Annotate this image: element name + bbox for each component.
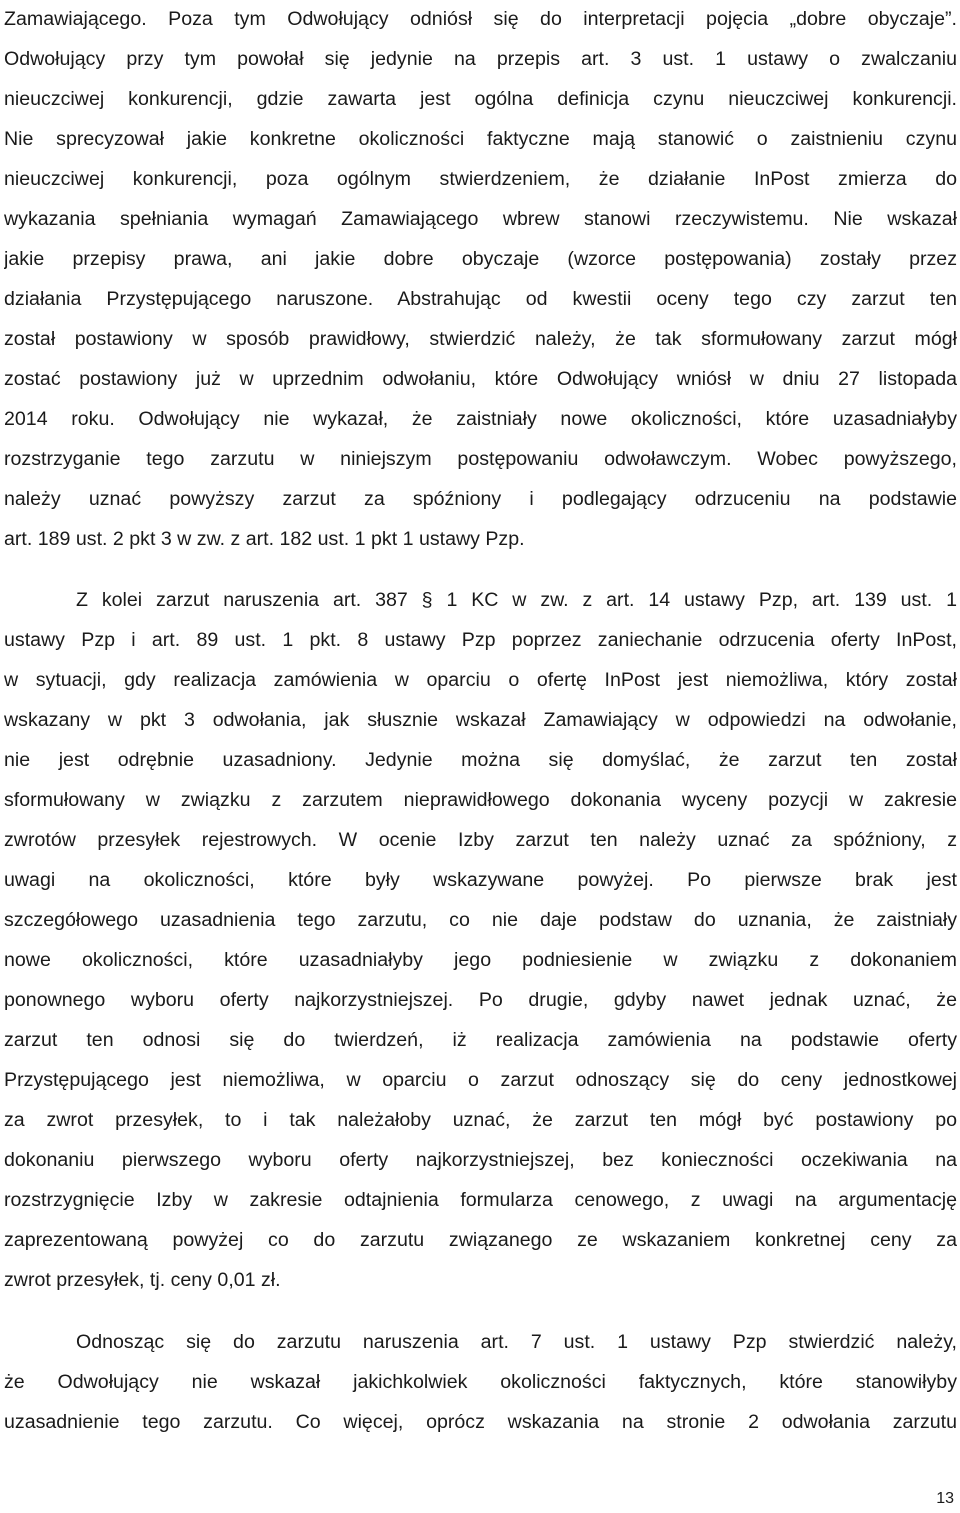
text-line: Odwołujący przy tym powołał się jedynie na przepis art. 3 ust. 1 ustawy o zwalczaniu [4,48,957,70]
text-line: zostać postawiony już w uprzednim odwołaniu, które Odwołujący wniósł w dniu 27 listopada [4,368,957,390]
text-line: rozstrzygnięcie Izby w zakresie odtajnienia formularza cenowego, z uwagi na argumentację [4,1189,957,1211]
text-line: za zwrot przesyłek, to i tak należałoby uznać, że zarzut ten mógł być postawiony po [4,1109,957,1131]
text-line: nowe okoliczności, które uzasadniałyby jego podniesienie w związku z dokonaniem [4,949,957,971]
text-line: dokonaniu pierwszego wyboru oferty najkorzystniejszej, bez konieczności oczekiwania na [4,1149,957,1171]
text-line: szczegółowego uzasadnienia tego zarzutu, co nie daje podstaw do uznania, że zaistniały [4,909,957,931]
text-line: w sytuacji, gdy realizacja zamówienia w oparciu o ofertę InPost jest niemożliwa, który został [4,669,957,691]
page-number: 13 [936,1490,954,1507]
text-line: należy uznać powyższy zarzut za spóźniony i podlegający odrzuceniu na podstawie [4,488,957,510]
text-line: nieuczciwej konkurencji, gdzie zawarta jest ogólna definicja czynu nieuczciwej konkurencji. [4,88,957,110]
text-line: art. 189 ust. 2 pkt 3 w zw. z art. 182 ust. 1 pkt 1 ustawy Pzp. [4,528,525,550]
text-line: ponownego wyboru oferty najkorzystniejszej. Po drugie, gdyby nawet jednak uznać, że [4,989,957,1011]
text-line: jakie przepisy prawa, ani jakie dobre obyczaje (wzorce postępowania) zostały przez [4,248,957,270]
text-line: zwrotów przesyłek rejestrowych. W ocenie Izby zarzut ten należy uznać za spóźniony, z [4,829,957,851]
text-line: rozstrzyganie tego zarzutu w niniejszym postępowaniu odwoławczym. Wobec powyższego, [4,448,957,470]
text-line: wykazania spełniania wymagań Zamawiającego wbrew stanowi rzeczywistemu. Nie wskazał [4,208,957,230]
text-line: zaprezentowaną powyżej co do zarzutu związanego ze wskazaniem konkretnej ceny za [4,1229,957,1251]
text-line: 2014 roku. Odwołujący nie wykazał, że zaistniały nowe okoliczności, które uzasadniałyby [4,408,957,430]
text-line: został postawiony w sposób prawidłowy, stwierdzić należy, że tak sformułowany zarzut mógł [4,328,957,350]
text-line: Zamawiającego. Poza tym Odwołujący odniósł się do interpretacji pojęcia „dobre obyczaje”. [4,8,957,30]
text-line: sformułowany w związku z zarzutem nieprawidłowego dokonania wyceny pozycji w zakresie [4,789,957,811]
text-line: Odnosząc się do zarzutu naruszenia art. 7 ust. 1 ustawy Pzp stwierdzić należy, [76,1331,957,1353]
text-line: że Odwołujący nie wskazał jakichkolwiek okoliczności faktycznych, które stanowiłyby [4,1371,957,1393]
text-line: wskazany w pkt 3 odwołania, jak słusznie wskazał Zamawiający w odpowiedzi na odwołanie, [4,709,957,731]
text-line: uzasadnienie tego zarzutu. Co więcej, oprócz wskazania na stronie 2 odwołania zarzutu [4,1411,957,1433]
text-line: zwrot przesyłek, tj. ceny 0,01 zł. [4,1269,281,1291]
text-line: zarzut ten odnosi się do twierdzeń, iż realizacja zamówienia na podstawie oferty [4,1029,957,1051]
text-line: Przystępującego jest niemożliwa, w oparciu o zarzut odnoszący się do ceny jednostkowej [4,1069,957,1091]
text-line: ustawy Pzp i art. 89 ust. 1 pkt. 8 ustawy Pzp poprzez zaniechanie odrzucenia oferty InPost, [4,629,957,651]
text-line: nie jest odrębnie uzasadniony. Jedynie można się domyślać, że zarzut ten został [4,749,957,771]
text-line: Nie sprecyzował jakie konkretne okoliczności faktyczne mają stanowić o zaistnieniu czynu [4,128,957,150]
text-line: działania Przystępującego naruszone. Abstrahując od kwestii oceny tego czy zarzut ten [4,288,957,310]
text-line: Z kolei zarzut naruszenia art. 387 § 1 KC w zw. z art. 14 ustawy Pzp, art. 139 ust. 1 [76,589,957,611]
text-line: uwagi na okoliczności, które były wskazywane powyżej. Po pierwsze brak jest [4,869,957,891]
text-line: nieuczciwej konkurencji, poza ogólnym stwierdzeniem, że działanie InPost zmierza do [4,168,957,190]
